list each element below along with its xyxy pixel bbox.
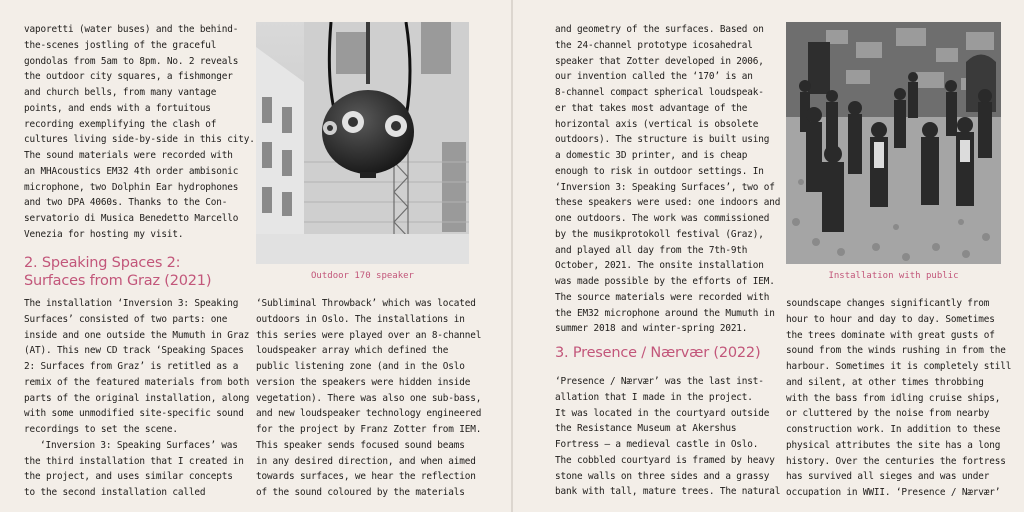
speaker-photo (256, 22, 469, 264)
text-line: the project, and uses similar concepts (24, 471, 233, 483)
text-line: ‘Inversion 3: Speaking Surfaces’ was (40, 439, 238, 451)
text-line: the outdoor city squares, a fishmonger (24, 71, 233, 83)
text-line: version the speakers were hidden inside (256, 376, 471, 388)
text-line: public listening zone (and in the Oslo (256, 361, 465, 372)
text-line: the-scenes jostling of the graceful (24, 39, 217, 51)
text-line: cultures living side-by-side in this city. (24, 134, 255, 146)
text-line: gondolas from 5am to 8pm. No. 2 reveals (24, 55, 239, 67)
text-line: Fortress – a medieval castle in Oslo. (555, 439, 759, 450)
text-line: remix of the featured materials from both (24, 376, 250, 388)
left-col1-body (24, 296, 249, 501)
text-line: these speakers were used: one indoors and (555, 197, 781, 209)
text-line: allation that I made in the project. (555, 391, 753, 403)
text-line: It was located in the courtyard outside (555, 407, 770, 419)
text-line: towards surfaces, we hear the reflection (256, 471, 476, 483)
text-line: summer 2018 and winter-spring 2021. (555, 323, 748, 335)
right-page (513, 0, 1024, 512)
text-line: physical attributes the site has a long (786, 439, 1001, 451)
right-col2-body (786, 296, 1011, 501)
text-line: construction work. In addition to these (786, 424, 1001, 435)
text-line: the trees dominate with great gusts of (786, 329, 995, 341)
text-line: and new loudspeaker technology engineered (256, 408, 482, 420)
text-line: the Resistance Museum at Akershus (555, 423, 737, 435)
text-line: The installation ‘Inversion 3: Speaking (24, 298, 239, 309)
text-line: The source materials were recorded with (555, 291, 770, 303)
section-heading-2 (24, 254, 211, 290)
text-line: enough to risk in outdoor settings. In (555, 165, 764, 177)
right-col1-body (555, 22, 780, 337)
text-line: vaporetti (water buses) and the behind- (24, 24, 239, 35)
text-line: points, and ends with a fortuitous (24, 102, 211, 114)
section-heading-3: 3. Presence / Nærvær (2022) (555, 345, 761, 361)
text-line: to the second installation called (24, 487, 206, 498)
text-line: with some unmodified site-specific sound (24, 408, 244, 420)
text-line: ‘Inversion 3: Speaking Surfaces’, two of (555, 181, 775, 193)
text-line: harbour. Sometimes it is completely still (786, 361, 1012, 372)
text-line: horizontal axis (vertical is obsolete (555, 118, 759, 130)
text-line: The cobbled courtyard is framed by heavy (555, 454, 775, 466)
text-line: stone walls on three sides and a grassy (555, 470, 770, 482)
left-page (0, 0, 511, 512)
heading-line: Surfaces from Graz (2021) (24, 273, 212, 289)
text-line: an MHAcoustics EM32 4th order ambisonic (24, 165, 239, 177)
text-line: 2: Surfaces from Graz’ is retitled as a (24, 361, 239, 372)
heading-line: 2. Speaking Spaces 2: (24, 255, 181, 271)
text-line: recordings to set the scene. (24, 424, 178, 435)
text-line: our invention called the ‘170’ is an (555, 71, 753, 83)
text-line: The sound materials were recorded with (24, 150, 233, 161)
speaker-photo-image (256, 22, 469, 264)
text-line: history. Over the centuries the fortress (786, 455, 1006, 467)
text-line: one outdoors. The work was commissioned (555, 213, 770, 224)
text-line: of the sound coloured by the materials (256, 487, 465, 498)
text-line: ‘Subliminal Throwback’ which was located (256, 298, 476, 309)
installation-photo-caption: Installation with public (828, 271, 959, 281)
text-line: outdoors in Oslo. The installations in (256, 313, 465, 325)
text-line: loudspeaker array which defined the (256, 345, 449, 357)
text-line: recording exemplifying the clash of (24, 118, 217, 130)
text-line: speaker that Zotter developed in 2006, (555, 55, 764, 67)
text-line: October, 2021. The onsite installation (555, 260, 764, 272)
text-line: er that takes most advantage of the (555, 102, 748, 114)
text-line: for the project by Franz Zotter from IEM. (256, 424, 482, 435)
text-line: sound from the winds rushing in from the (786, 345, 1006, 357)
text-line: a domestic 3D printer, and is cheap (555, 150, 748, 161)
text-line: by the musikprotokoll festival (Graz), (555, 228, 764, 240)
text-line: in any desired direction, and when aimed (256, 455, 476, 467)
text-line: 8-channel compact spherical loudspeak- (555, 87, 764, 98)
text-line: Surfaces’ consisted of two parts: one (24, 313, 228, 325)
left-col1-intro (24, 22, 255, 243)
text-line: soundscape changes significantly from (786, 298, 990, 309)
text-line: inside and one outside the Mumuth in Graz (24, 329, 250, 341)
text-line: was made possible by the efforts of IEM. (555, 276, 775, 287)
text-line: or cluttered by the noise from nearby (786, 408, 990, 420)
text-line: and played all day from the 7th-9th (555, 244, 748, 256)
text-line: and silent, at other times throbbing (786, 376, 984, 388)
text-line: parts of the original installation, along (24, 392, 250, 404)
text-line: Venezia for hosting my visit. (24, 228, 184, 240)
text-line: microphone, two Dolphin Ear hydrophones (24, 181, 239, 193)
text-line: and church bells, from many vantage (24, 87, 217, 98)
left-col2-body (256, 296, 481, 501)
text-line: servatorio di Musica Benedetto Marcello (24, 213, 239, 224)
text-line: (AT). This new CD track ‘Speaking Spaces (24, 345, 244, 357)
text-line: bank with tall, mature trees. The natural (555, 486, 781, 498)
text-line: outdoors). The structure is built using (555, 134, 770, 146)
speaker-photo-caption: Outdoor 170 speaker (311, 271, 414, 281)
text-line: has survived all sieges and was under (786, 471, 990, 483)
text-line: vegetation). There was also one sub-bass, (256, 392, 482, 404)
installation-photo-image (786, 22, 1001, 264)
text-line: and two DPA 4060s. Thanks to the Con- (24, 197, 228, 209)
text-line: the EM32 microphone around the Mumuth in (555, 307, 775, 319)
text-line: hour to hour and day to day. Sometimes (786, 313, 995, 325)
text-line: This speaker sends focused sound beams (256, 439, 465, 451)
text-line: the 24-channel prototype icosahedral (555, 39, 753, 51)
right-col1-body2 (555, 374, 780, 500)
text-line: ‘Presence / Nærvær’ was the last inst- (555, 376, 764, 387)
text-line: occupation in WWII. ‘Presence / Nærvær’ (786, 487, 1001, 498)
text-line: with the bass from idling cruise ships, (786, 392, 1001, 404)
installation-photo (786, 22, 1001, 264)
text-line: and geometry of the surfaces. Based on (555, 24, 764, 35)
text-line: this series were played over an 8-channel (256, 329, 482, 341)
text-line: the third installation that I created in (24, 455, 244, 467)
